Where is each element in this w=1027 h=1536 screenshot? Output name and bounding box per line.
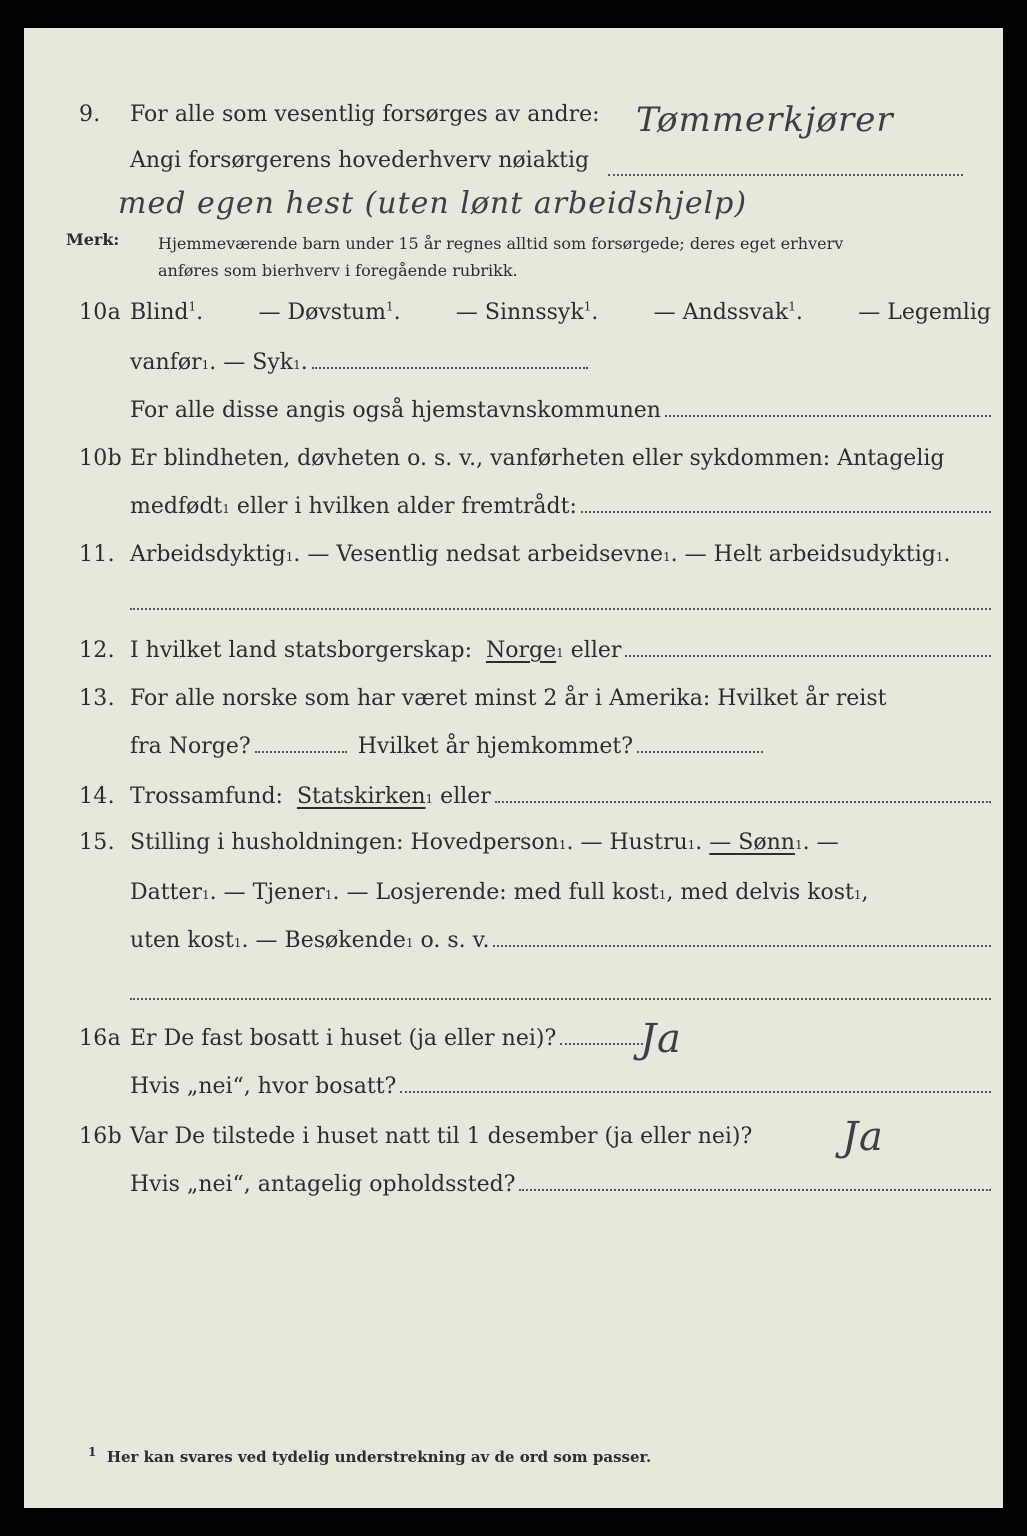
q10a-line1 bbox=[130, 300, 991, 325]
q10a-syk-fill bbox=[312, 365, 588, 369]
q15-number: 15. bbox=[79, 830, 115, 855]
q15-line1: Stilling i husholdningen: Hovedperson 1 . — Hustru 1 . — Sønn 1 . — bbox=[130, 830, 839, 855]
q9-number: 9. bbox=[79, 102, 101, 127]
q10a-opt-andssvak: — Andssvak$^1$. bbox=[653, 299, 803, 325]
q16a-bosatt-fill bbox=[400, 1089, 991, 1093]
q10b-line1: Er blindheten, døvheten o. s. v., vanførheten eller sykdommen: Antagelig bbox=[130, 446, 945, 471]
q15-row-1 bbox=[24, 830, 1003, 870]
q16b-line1: Var De tilstede i huset natt til 1 desember (ja eller nei)? bbox=[130, 1124, 753, 1149]
q11-line: Arbeidsdyktig 1 . — Vesentlig nedsat arbeidsevne 1 . — Helt arbeidsudyktig 1 . bbox=[130, 542, 951, 567]
q10a-hjemstavn-fill bbox=[665, 413, 991, 417]
footnote-mark: 1 bbox=[88, 1445, 97, 1459]
q15-underlined-sonn: — Sønn bbox=[709, 830, 795, 855]
q10a-row-3 bbox=[24, 398, 1003, 438]
merk-line1: Hjemmeværende barn under 15 år regnes alltid som forsørgede; deres eget erhverv bbox=[158, 234, 844, 253]
q16a-fill bbox=[560, 1041, 643, 1045]
q16b-line2: Hvis „nei“, antagelig opholdssted? bbox=[130, 1172, 991, 1197]
q10a-row-1 bbox=[24, 300, 1003, 340]
q13-row-1 bbox=[24, 686, 1003, 726]
q16b-opholdssted-fill bbox=[519, 1187, 991, 1191]
q15-line3: uten kost 1 . — Besøkende 1 o. s. v. bbox=[130, 928, 991, 953]
q12-line: I hvilket land statsborgerskap: Norge 1 eller bbox=[130, 638, 991, 663]
q9-line2: Angi forsørgerens hovederhverv nøiaktig bbox=[130, 148, 590, 173]
q10a-opt-legemlig: — Legemlig bbox=[858, 300, 991, 325]
q14-number: 14. bbox=[79, 784, 115, 809]
q14-fill bbox=[495, 799, 991, 803]
q10b-number: 10b bbox=[79, 446, 122, 471]
q16a-line2: Hvis „nei“, hvor bosatt? bbox=[130, 1074, 991, 1099]
q11-number: 11. bbox=[79, 542, 115, 567]
q11-blank-line bbox=[130, 606, 991, 610]
q12-row bbox=[24, 638, 1003, 678]
q10a-opt-blind: Blind$^1$. bbox=[130, 299, 204, 325]
q9-answer-part1: Tømmerkjører bbox=[636, 100, 894, 140]
merk-line2: anføres som bierhverv i foregående rubrikk. bbox=[158, 261, 518, 280]
q16a-answer: Ja bbox=[640, 1016, 682, 1062]
q10b-row-1 bbox=[24, 446, 1003, 486]
q10a-number: 10a bbox=[79, 300, 122, 325]
q13-number: 13. bbox=[79, 686, 115, 711]
q14-line: Trossamfund: Statskirken 1 eller bbox=[130, 784, 991, 809]
merk-note bbox=[24, 230, 1003, 290]
q10a-line3: For alle disse angis også hjemstavnskommunen bbox=[130, 398, 991, 423]
merk-label: Merk: bbox=[66, 230, 120, 249]
q14-row bbox=[24, 784, 1003, 824]
footnote-text: Her kan svares ved tydelig understrekning av de ord som passer. bbox=[106, 1448, 652, 1466]
q12-number: 12. bbox=[79, 638, 115, 663]
q9-fill-line bbox=[608, 172, 963, 176]
q12-fill bbox=[625, 653, 991, 657]
q9-line1: For alle som vesentlig forsørges av andre: bbox=[130, 102, 600, 127]
q10a-opt-sinnssyk: — Sinnssyk$^1$. bbox=[455, 299, 599, 325]
q15-fill bbox=[493, 943, 991, 947]
q16a-row-2 bbox=[24, 1074, 1003, 1114]
q16a-number: 16a bbox=[79, 1026, 122, 1051]
q14-underlined-statskirken: Statskirken bbox=[296, 784, 426, 809]
q16b-answer: Ja bbox=[842, 1114, 884, 1160]
q15-row-3 bbox=[24, 928, 1003, 968]
q9-answer-part2: med egen hest (uten lønt arbeidshjelp) bbox=[118, 186, 748, 221]
q15-line2: Datter 1 . — Tjener 1 . — Losjerende: med full kost 1 , med delvis kost 1 , bbox=[130, 880, 869, 905]
q16b-row-2 bbox=[24, 1172, 1003, 1212]
q16a-line1: Er De fast bosatt i huset (ja eller nei)? bbox=[130, 1026, 643, 1051]
q10a-line2: vanfør 1 . — Syk 1 . bbox=[130, 350, 588, 375]
q16a-row-1 bbox=[24, 1026, 1003, 1066]
q12-underlined-norge: Norge bbox=[486, 638, 557, 663]
q15-blank-line bbox=[130, 996, 991, 1000]
q13-row-2 bbox=[24, 734, 1003, 774]
q13-reist-fill bbox=[255, 749, 347, 753]
census-form-page bbox=[24, 28, 1003, 1508]
q16b-number: 16b bbox=[79, 1124, 122, 1149]
q9-row-2 bbox=[24, 148, 1003, 188]
q10a-row-2 bbox=[24, 350, 1003, 390]
q10b-alder-fill bbox=[581, 509, 991, 513]
q13-line2: fra Norge? Hvilket år hjemkommet? bbox=[130, 734, 763, 759]
q13-line1: For alle norske som har været minst 2 år i Amerika: Hvilket år reist bbox=[130, 686, 887, 711]
q13-hjemkommet-fill bbox=[637, 749, 763, 753]
q10b-row-2 bbox=[24, 494, 1003, 534]
merk-text bbox=[158, 230, 991, 284]
footnote bbox=[88, 1445, 652, 1466]
q11-row bbox=[24, 542, 1003, 582]
q10b-line2: medfødt 1 eller i hvilken alder fremtrådt: bbox=[130, 494, 991, 519]
q15-row-2 bbox=[24, 880, 1003, 920]
q10a-opt-dovstum: — Døvstum$^1$. bbox=[258, 299, 401, 325]
